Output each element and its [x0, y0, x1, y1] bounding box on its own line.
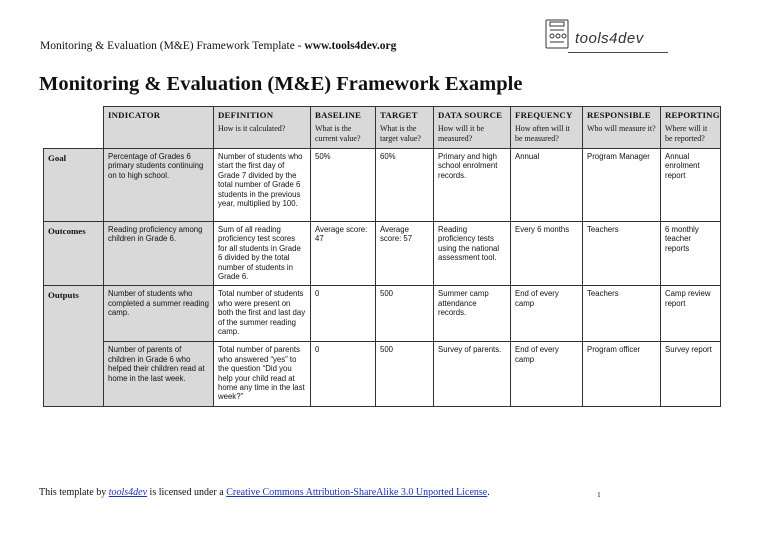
baseline-cell: 0 [311, 342, 376, 407]
column-header-definition: DEFINITION How is it calculated? [214, 107, 311, 149]
header-row [44, 107, 721, 149]
framework-table [43, 106, 721, 407]
table-row-outputs-2 [44, 342, 721, 407]
frequency-cell: Every 6 months [511, 222, 583, 286]
author-link[interactable]: tools4dev [108, 487, 148, 498]
data-source-cell: Summer camp attendance records. [434, 286, 511, 342]
row-label-goal: Goal [44, 149, 104, 222]
document-header [40, 40, 396, 52]
row-label-outputs: Outputs [44, 286, 104, 342]
indicator-cell: Reading proficiency among children in Grade 6. [104, 222, 214, 286]
logo-underline [568, 52, 668, 53]
license-footer [39, 487, 490, 498]
reporting-cell: Camp review report [661, 286, 721, 342]
baseline-cell: 0 [311, 286, 376, 342]
row-label-empty [44, 342, 104, 407]
row-label-outcomes: Outcomes [44, 222, 104, 286]
logo-wordmark: tools4dev [575, 30, 644, 47]
reporting-cell: 6 monthly teacher reports [661, 222, 721, 286]
target-cell: Average score: 57 [376, 222, 434, 286]
target-cell: 500 [376, 342, 434, 407]
target-cell: 500 [376, 286, 434, 342]
data-source-cell: Survey of parents. [434, 342, 511, 407]
table-row-outcomes [44, 222, 721, 286]
footer-middle: is licensed under a [147, 487, 227, 498]
indicator-cell: Percentage of Grades 6 primary students continuing on to high school. [104, 149, 214, 222]
responsible-cell: Program officer [583, 342, 661, 407]
baseline-cell: 50% [311, 149, 376, 222]
page-title: Monitoring & Evaluation (M&E) Framework Example [39, 73, 523, 95]
responsible-cell: Teachers [583, 286, 661, 342]
column-header-responsible: RESPONSIBLE Who will measure it? [583, 107, 661, 149]
page-number: 1 [597, 490, 601, 499]
baseline-cell: Average score: 47 [311, 222, 376, 286]
responsible-cell: Program Manager [583, 149, 661, 222]
frequency-cell: End of every camp [511, 342, 583, 407]
reporting-cell: Survey report [661, 342, 721, 407]
column-header-reporting: REPORTING Where will it be reported? [661, 107, 721, 149]
footer-prefix: This template by [39, 487, 109, 498]
responsible-cell: Teachers [583, 222, 661, 286]
definition-cell: Total number of parents who answered “yes” to the question “Did you help your child read at home any time in the last week?” [214, 342, 311, 407]
column-header-baseline: BASELINE What is the current value? [311, 107, 376, 149]
header-prefix: Monitoring & Evaluation (M&E) Framework Template - [40, 40, 305, 52]
target-cell: 60% [376, 149, 434, 222]
table-row-goal [44, 149, 721, 222]
column-header-data-source: DATA SOURCE How will it be measured? [434, 107, 511, 149]
column-header-frequency: FREQUENCY How often will it be measured? [511, 107, 583, 149]
data-source-cell: Primary and high school enrolment records. [434, 149, 511, 222]
reporting-cell: Annual enrolment report [661, 149, 721, 222]
indicator-cell: Number of parents of children in Grade 6 who helped their children read at home in the last week. [104, 342, 214, 407]
license-link[interactable]: Creative Commons Attribution-ShareAlike 3.0 Unported License [226, 487, 488, 498]
data-source-cell: Reading proficiency tests using the national assessment tool. [434, 222, 511, 286]
frequency-cell: End of every camp [511, 286, 583, 342]
footer-suffix: . [487, 487, 490, 498]
column-header-target: TARGET What is the target value? [376, 107, 434, 149]
column-header-indicator: INDICATOR [104, 107, 214, 149]
definition-cell: Number of students who start the first day of Grade 7 divided by the total number of Grade 6 students in the previous year, multiplied by 100. [214, 149, 311, 222]
indicator-cell: Number of students who completed a summer reading camp. [104, 286, 214, 342]
corner-cell [44, 107, 104, 149]
definition-cell: Sum of all reading proficiency test scores for all students in Grade 6 divided by the total number of students in Grade 6. [214, 222, 311, 286]
table-row-outputs [44, 286, 721, 342]
frequency-cell: Annual [511, 149, 583, 222]
definition-cell: Total number of students who were present on both the first and last day of the summer reading camp. [214, 286, 311, 342]
header-site: www.tools4dev.org [304, 40, 397, 52]
